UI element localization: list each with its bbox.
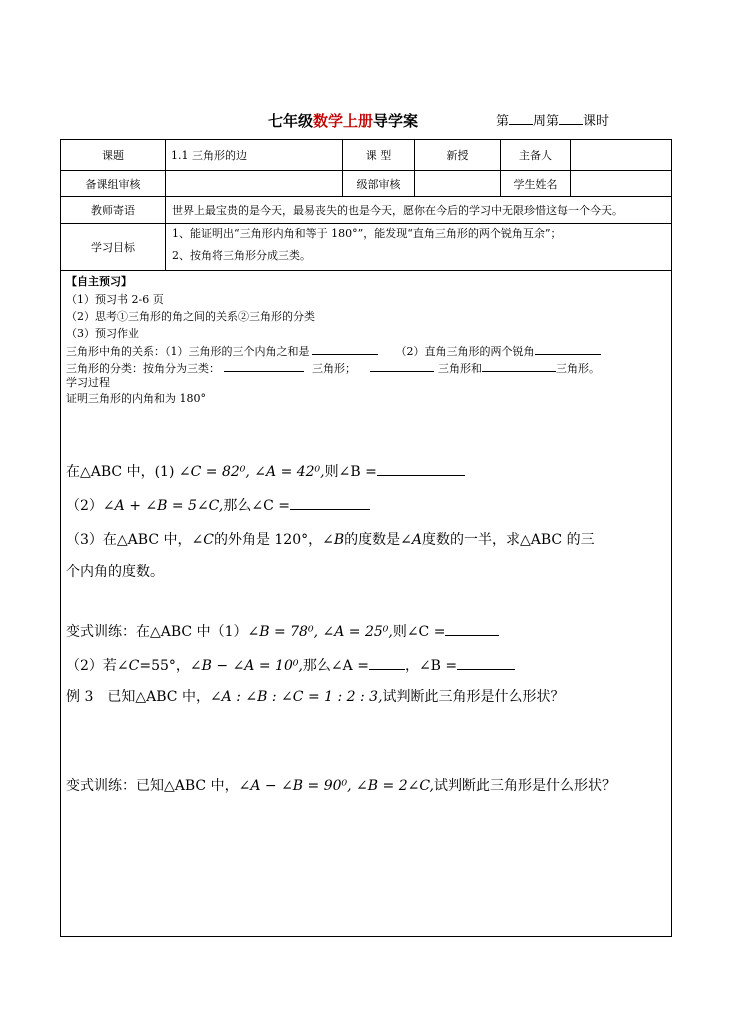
answer-blank[interactable]: [224, 360, 304, 372]
text: （2）若: [66, 658, 117, 674]
week-label: 周第: [533, 114, 560, 129]
math: ∠A − ∠B = 90⁰, ∠B = 2∠C,: [238, 778, 434, 794]
answer-blank[interactable]: [312, 343, 378, 355]
title-part: 七年级: [268, 112, 314, 130]
cell-type-value: 新授: [446, 149, 469, 162]
page-title: [268, 110, 418, 131]
answer-blank[interactable]: [482, 360, 556, 372]
objective-2: 2、按角将三角形分成三类。: [172, 249, 311, 262]
answer-blank[interactable]: [377, 461, 465, 476]
text: 则∠B =: [324, 464, 377, 480]
cell-preparer-value[interactable]: [571, 140, 671, 170]
text: （3）在△ABC 中，: [66, 532, 192, 548]
math: ∠A: [400, 532, 422, 548]
text: 变式训练：已知△ABC 中，: [66, 778, 239, 794]
text: 在△ABC 中，(1): [66, 464, 175, 480]
variant-1: [66, 621, 499, 641]
math: ∠A + ∠B = 5∠C,: [102, 498, 224, 514]
cell-group-review-label: 备课组审核: [85, 177, 141, 191]
text: （2）: [66, 498, 103, 514]
text: =55°，: [139, 658, 190, 674]
title-part: 导学案: [373, 112, 419, 130]
table-border: [165, 139, 166, 270]
text: ，∠B =: [404, 658, 458, 674]
math: ∠C: [116, 658, 140, 674]
cell-grade-review-value[interactable]: [415, 171, 500, 196]
cell-teacher-message: 世界上最宝贵的是今天，最易丧失的也是今天，愿你在今后的学习中无限珍惜这每一个今天。: [172, 204, 623, 217]
question-3: [66, 529, 595, 549]
text: 三角形中角的关系：（1）三角形的三个内角之和是: [66, 345, 310, 358]
week-blank[interactable]: [509, 110, 533, 125]
answer-blank[interactable]: [290, 495, 370, 510]
lesson-blank[interactable]: [559, 110, 583, 125]
angle-relation-line: [66, 343, 601, 358]
process-heading: 学习过程: [66, 376, 110, 389]
title-highlight: 数学上册: [313, 112, 374, 130]
section-heading: 【自主预习】: [66, 275, 132, 288]
text: （2）直角三角形的两个锐角: [395, 345, 535, 358]
example-3: [66, 686, 565, 706]
variant-2: [66, 655, 515, 675]
text: 三角形。: [556, 362, 600, 375]
math: ∠B − ∠A = 10⁰,: [189, 658, 303, 674]
cell-group-review-value[interactable]: [166, 171, 342, 196]
table-border: [60, 936, 672, 937]
text: 三角形的分类：按角分为三类：: [66, 362, 220, 375]
text: 那么∠C =: [223, 498, 290, 514]
cell-teacher-message-label: 教师寄语: [91, 204, 135, 217]
question-2: [66, 495, 370, 515]
math: ∠B: [322, 532, 345, 548]
answer-blank[interactable]: [535, 343, 601, 355]
text: 试判断此三角形是什么形状？: [434, 778, 616, 794]
preview-item-2: （2）思考①三角形的角之间的关系②三角形的分类: [66, 310, 315, 323]
answer-blank[interactable]: [370, 360, 434, 372]
answer-blank[interactable]: [445, 621, 499, 636]
answer-blank[interactable]: [457, 655, 515, 670]
math: ∠C = 82⁰, ∠A = 42⁰,: [178, 464, 325, 480]
cell-objectives-label: 学习目标: [91, 241, 135, 254]
preview-item-3: （3）预习作业: [66, 327, 139, 340]
text: 的外角是 120°，: [213, 532, 323, 548]
preview-item-1: （1）预习书 2-6 页: [66, 293, 164, 306]
question-3-cont: 个内角的度数。: [66, 564, 164, 580]
proof-task: 证明三角形的内角和为 180°: [66, 392, 206, 405]
math: ∠C: [191, 532, 214, 548]
text: 三角形和: [438, 362, 482, 375]
table-border: [671, 139, 672, 936]
text: 变式训练：在△ABC 中（1）: [66, 624, 248, 640]
variant-3: [66, 775, 616, 795]
classification-line: [66, 360, 600, 375]
text: 例 3 已知△ABC 中，: [66, 689, 210, 705]
table-border: [60, 270, 672, 271]
text: 则∠C =: [392, 624, 446, 640]
cell-student-name-label: 学生姓名: [513, 177, 558, 191]
math: ∠A : ∠B : ∠C = 1 : 2 : 3,: [209, 689, 383, 705]
text: 三角形；: [312, 362, 356, 375]
week-label: 课时: [583, 114, 610, 129]
cell-type-label: 课 型: [365, 149, 392, 162]
text: 试判断此三角形是什么形状？: [382, 689, 565, 705]
text: 的度数是: [344, 532, 401, 548]
cell-grade-review-label: 级部审核: [356, 177, 401, 191]
cell-topic-value: 1.1 三角形的边: [171, 149, 247, 162]
objective-1: 1、能证明出“三角形内角和等于 180°”，能发现“直角三角形的两个锐角互余”；: [172, 227, 562, 240]
cell-preparer-label: 主备人: [519, 149, 552, 162]
cell-student-name-value[interactable]: [571, 171, 671, 196]
text: 那么∠A =: [302, 658, 369, 674]
question-1: [66, 461, 465, 481]
week-lesson-label: [496, 110, 609, 129]
cell-topic-label: 课题: [102, 149, 124, 162]
text: 度数的一半，求△ABC 的三: [422, 532, 595, 548]
week-label: 第: [496, 114, 510, 129]
answer-blank[interactable]: [369, 655, 405, 670]
math: ∠B = 78⁰, ∠A = 25⁰,: [247, 624, 393, 640]
